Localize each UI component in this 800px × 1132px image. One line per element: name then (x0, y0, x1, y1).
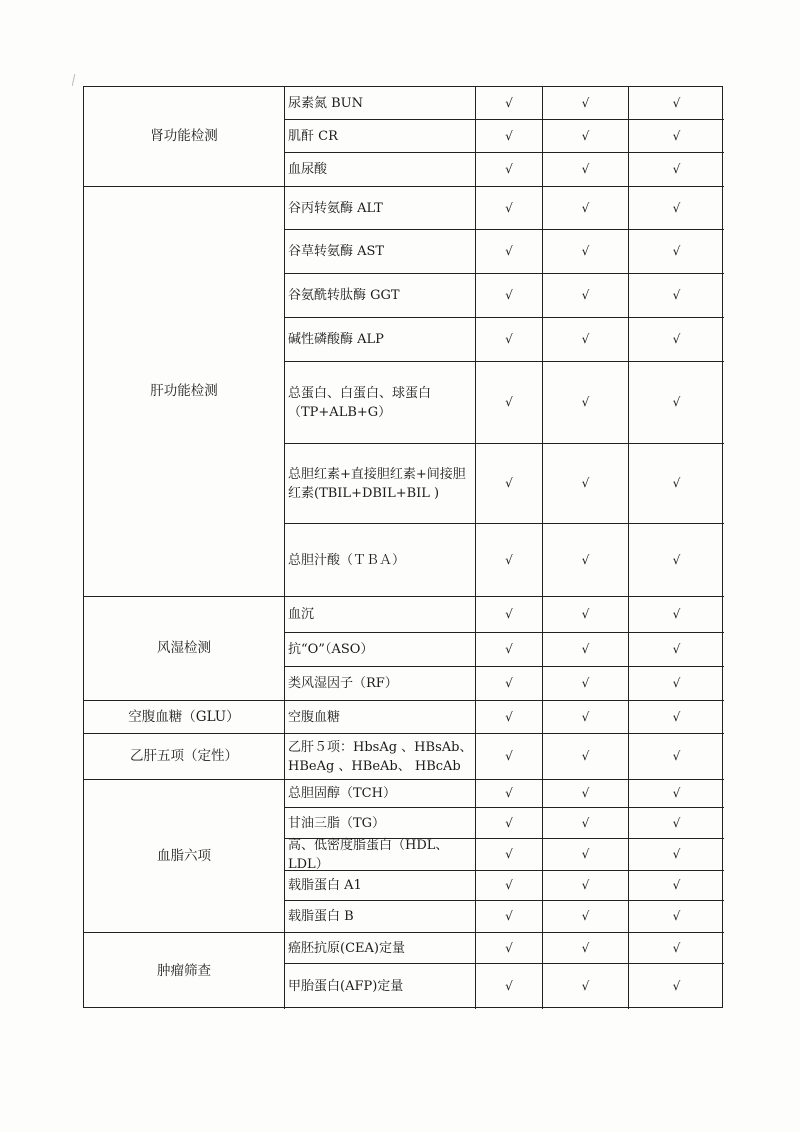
check-mark-col-3: √ (629, 933, 724, 964)
check-mark-col-2: √ (543, 933, 629, 964)
check-mark-col-1: √ (476, 274, 543, 318)
check-mark-col-3: √ (629, 667, 724, 701)
check-mark-col-1: √ (476, 87, 543, 120)
check-mark-col-1: √ (476, 871, 543, 901)
category-cell: 肿瘤筛查 (84, 933, 285, 1009)
check-mark-col-3: √ (629, 153, 724, 187)
check-mark-col-1: √ (476, 734, 543, 780)
item-name-cell: 尿素氮 BUN (285, 87, 476, 120)
item-name-cell: 谷氨酰转肽酶 GGT (285, 274, 476, 318)
check-mark-col-1: √ (476, 964, 543, 1009)
item-name-cell: 抗“O”（ASO） (285, 633, 476, 667)
check-mark-col-3: √ (629, 274, 724, 318)
item-name-cell: 类风湿因子（RF） (285, 667, 476, 701)
check-mark-col-2: √ (543, 701, 629, 734)
check-mark-col-1: √ (476, 444, 543, 524)
item-name-cell: 肌酐 CR (285, 120, 476, 153)
category-cell: 乙肝五项（定性） (84, 734, 285, 780)
check-mark-col-2: √ (543, 734, 629, 780)
check-mark-col-3: √ (629, 780, 724, 808)
check-mark-col-3: √ (629, 871, 724, 901)
check-mark-col-3: √ (629, 901, 724, 933)
check-mark-col-3: √ (629, 701, 724, 734)
item-name-cell: 谷丙转氨酶 ALT (285, 187, 476, 230)
item-name-cell: 空腹血糖 (285, 701, 476, 734)
check-mark-col-3: √ (629, 318, 724, 362)
check-mark-col-2: √ (543, 808, 629, 839)
check-mark-col-3: √ (629, 120, 724, 153)
category-cell: 肝功能检测 (84, 187, 285, 597)
check-mark-col-1: √ (476, 839, 543, 871)
check-mark-col-1: √ (476, 524, 543, 597)
check-mark-col-2: √ (543, 524, 629, 597)
check-mark-col-3: √ (629, 597, 724, 633)
check-mark-col-2: √ (543, 901, 629, 933)
check-mark-col-1: √ (476, 120, 543, 153)
category-cell: 风湿检测 (84, 597, 285, 701)
check-mark-col-3: √ (672, 979, 681, 993)
check-mark-col-2: √ (543, 839, 629, 871)
check-mark-col-1: √ (476, 933, 543, 964)
check-mark-col-2: √ (543, 964, 629, 1009)
check-mark-col-3: √ (629, 362, 724, 444)
scan-mark (72, 74, 75, 86)
check-mark-col-3: √ (629, 633, 724, 667)
check-mark-col-1: √ (476, 187, 543, 230)
check-mark-col-2: √ (543, 187, 629, 230)
item-name-cell: 血沉 (285, 597, 476, 633)
check-mark-col-2: √ (543, 318, 629, 362)
check-mark-col-3: √ (629, 839, 724, 871)
checkup-items-table (83, 86, 723, 1008)
check-mark-col-1: √ (476, 318, 543, 362)
check-mark-col-3: √ (629, 734, 724, 780)
check-mark-col-2: √ (543, 633, 629, 667)
check-mark-col-3: √ (629, 808, 724, 839)
check-mark-col-3: √ (629, 187, 724, 230)
check-mark-col-3: √ (629, 230, 724, 274)
check-mark-col-2: √ (543, 362, 629, 444)
check-mark-col-1: √ (476, 667, 543, 701)
check-mark-col-1: √ (476, 153, 543, 187)
check-mark-col-2: √ (543, 274, 629, 318)
check-mark-col-1: √ (476, 362, 543, 444)
check-mark-col-3: √ (629, 444, 724, 524)
check-mark-col-1: √ (476, 633, 543, 667)
check-mark-col-1: √ (476, 808, 543, 839)
item-name-cell: 碱性磷酸酶 ALP (285, 318, 476, 362)
check-mark-col-2: √ (543, 120, 629, 153)
check-mark-col-2: √ (543, 87, 629, 120)
check-mark-col-2: √ (543, 444, 629, 524)
category-cell: 空腹血糖（GLU） (84, 701, 285, 734)
check-mark-col-1: √ (476, 701, 543, 734)
item-name-cell: 总蛋白、白蛋白、球蛋白（TP+ALB+G） (285, 362, 476, 444)
category-cell: 肾功能检测 (84, 87, 285, 187)
item-name-cell: 载脂蛋白 A1 (285, 871, 476, 901)
item-name-cell: 甘油三脂（TG） (285, 808, 476, 839)
item-name-cell: 血尿酸 (285, 153, 476, 187)
item-name-cell: 甲胎蛋白(AFP)定量 (285, 964, 476, 1009)
check-mark-col-1: √ (476, 230, 543, 274)
check-mark-col-3: √ (629, 87, 724, 120)
check-mark-col-2: √ (543, 780, 629, 808)
check-mark-col-1: √ (476, 780, 543, 808)
item-name-cell: 总胆固醇（TCH） (285, 780, 476, 808)
item-name-cell: 载脂蛋白 B (285, 901, 476, 933)
check-mark-col-2: √ (543, 871, 629, 901)
check-mark-col-2: √ (543, 230, 629, 274)
check-mark-col-1: √ (476, 901, 543, 933)
item-name-cell: 癌胚抗原(CEA)定量 (285, 933, 476, 964)
check-mark-col-2: √ (543, 667, 629, 701)
item-name-cell: 谷草转氨酶 AST (285, 230, 476, 274)
check-mark-col-3: √ (629, 524, 724, 597)
check-mark-col-1: √ (476, 597, 543, 633)
check-mark-col-2: √ (543, 597, 629, 633)
item-name-cell: 乙肝５项：HbsAg 、HBsAb、HBeAg 、HBeAb、 HBcAb (285, 734, 476, 780)
category-cell: 血脂六项 (84, 780, 285, 933)
item-name-cell: 高、低密度脂蛋白（HDL、LDL） (285, 839, 476, 871)
item-name-cell: 总胆红素+直接胆红素+间接胆红素(TBIL+DBIL+BIL ) (285, 444, 476, 524)
item-name-cell: 总胆汁酸（ＴＢＡ） (285, 524, 476, 597)
check-mark-col-2: √ (543, 153, 629, 187)
